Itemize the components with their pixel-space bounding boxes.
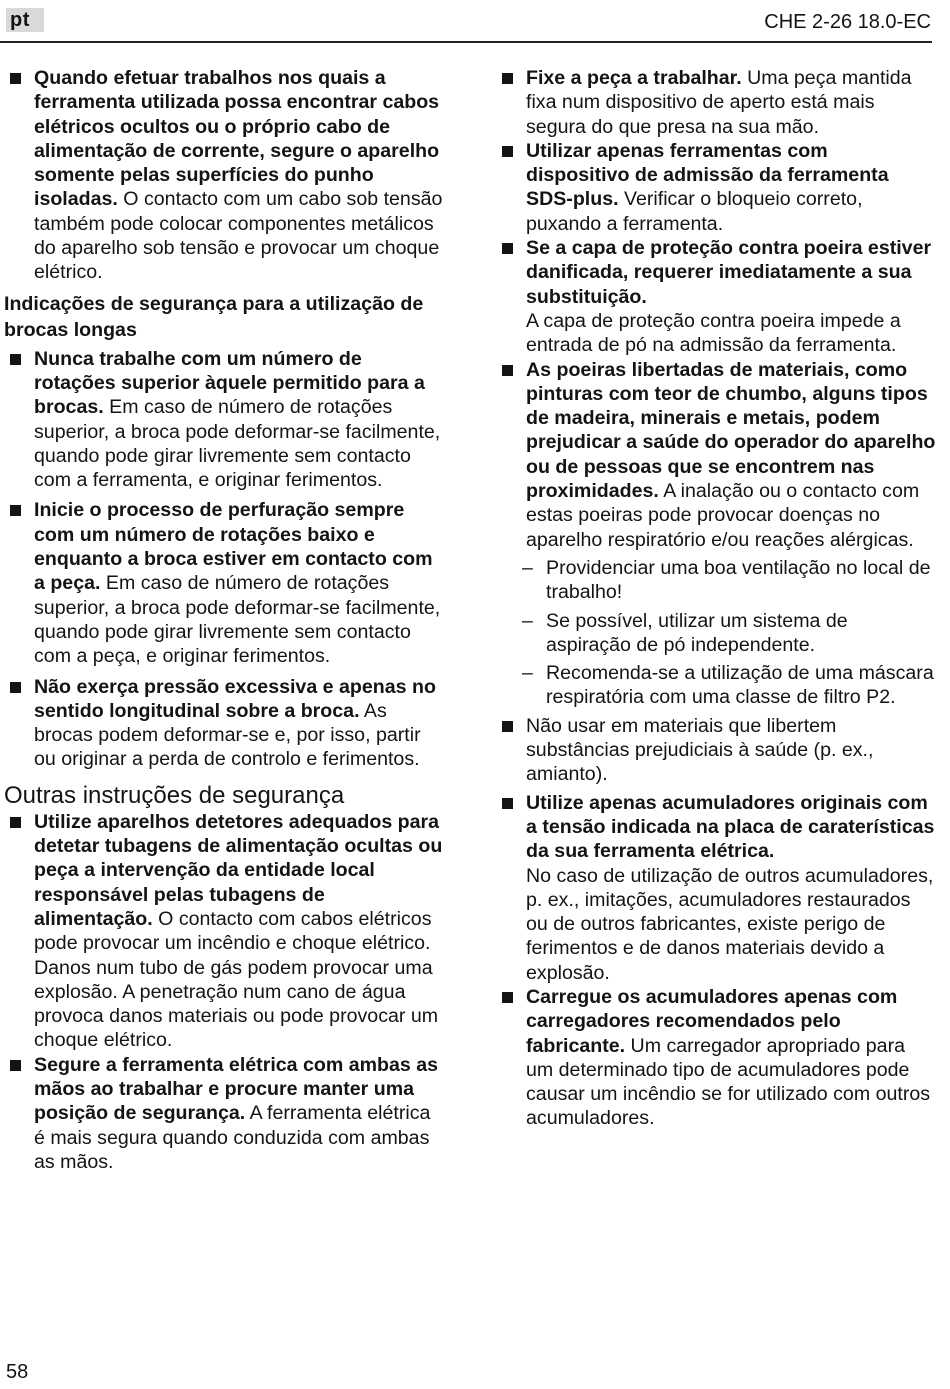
item-text: Uma peça mantida fixa num dispositivo de aperto está mais segura do que presa na sua mão. (526, 67, 912, 138)
square-bullet-icon (10, 505, 21, 516)
list-item (496, 139, 936, 236)
list-item (496, 66, 936, 139)
item-text: A ferramenta elétrica é mais segura quando conduzida com ambas as mãos. (34, 1102, 431, 1173)
list-item (496, 791, 936, 985)
item-text: A inalação ou o contacto com estas poeiras pode provocar doenças no aparelho respiratório e/ou reações alérgicas. (526, 480, 920, 551)
item-bold: Nunca trabalhe com um número de rotações superior àquele permitido para a brocas. (34, 347, 425, 419)
item-bold: Inicie o processo de perfuração sempre com um número de rotações baixo e enquanto a broca estiver em contacto com a peça. (34, 499, 433, 595)
square-bullet-icon (502, 798, 513, 809)
item-bold: Utilize aparelhos detetores adequados para detetar tubagens de alimentação ocultas ou peça a intervenção da entidade local responsável pelas tubagens de alimentação. (34, 810, 443, 930)
right-column (496, 66, 936, 1131)
square-bullet-icon (502, 73, 513, 84)
square-bullet-icon (10, 354, 21, 365)
header-rule (0, 41, 932, 43)
list-item (4, 347, 446, 493)
document-code: CHE 2-26 18.0-EC (764, 11, 931, 33)
square-bullet-icon (10, 817, 21, 828)
item-bold: Utilizar apenas ferramentas com dispositivo de admissão da ferramenta SDS-plus. (526, 139, 889, 211)
item-text: Em caso de número de rotações superior, a broca pode deformar-se facilmente, quando pode girar livremente sem contacto com a ferramenta, e originar ferimentos. (34, 396, 441, 492)
item-text: Verificar o bloqueio correto, puxando a ferramenta. (526, 188, 863, 235)
list-item (496, 236, 936, 357)
square-bullet-icon (502, 146, 513, 157)
item-text: Em caso de número de rotações superior, a broca pode deformar-se facilmente, quando pode girar livremente sem contacto com a peça, e originar ferimentos. (34, 572, 441, 668)
square-bullet-icon (10, 73, 21, 84)
list-item (4, 66, 446, 285)
item-bold: As poeiras libertadas de materiais, como pinturas com teor de chumbo, alguns tipos de madeira, minerais e metais, podem prejudicar a saúde do operador do aparelho ou de pessoas que se encontrem nas proximidades. (526, 358, 936, 503)
section-heading: Indicações de segurança para a utilização de brocas longas (4, 292, 424, 341)
dash-list-item (496, 556, 936, 605)
item-text: Um carregador apropriado para um determinado tipo de acumuladores pode causar um incêndio se for utilizado com outros acumuladores. (526, 1034, 931, 1130)
square-bullet-icon (10, 1060, 21, 1071)
square-bullet-icon (502, 365, 513, 376)
dash-mark: – (522, 556, 533, 579)
list-item (4, 498, 446, 668)
dash-text: Providenciar uma boa ventilação no local de trabalho! (546, 556, 931, 604)
dash-list-item (496, 609, 936, 658)
list-item (496, 358, 936, 552)
dash-mark: – (522, 662, 533, 685)
item-bold: Quando efetuar trabalhos nos quais a ferramenta utilizada possa encontrar cabos elétricos ocultos ou o próprio cabo de alimentação de corrente, segure o aparelho somente pelas superfícies do punho isoladas. (34, 67, 440, 211)
item-bold: Carregue os acumuladores apenas com carregadores recomendados pelo fabricante. (526, 985, 898, 1057)
dash-text: Se possível, utilizar um sistema de aspiração de pó independente. (546, 609, 848, 656)
item-text: No caso de utilização de outros acumuladores, p. ex., imitações, acumuladores restaurados ou de outros fabricantes, existe perigo de ferimentos e de danos materiais devido a explosão. (526, 864, 934, 984)
item-text: O contacto com um cabo sob tensão também pode colocar componentes metálicos do aparelho sob tensão e provocar um choque elétrico. (34, 188, 443, 284)
language-badge: pt (6, 8, 44, 32)
item-bold: Não exerça pressão excessiva e apenas no sentido longitudinal sobre a broca. (34, 675, 436, 722)
list-item (4, 810, 446, 1053)
item-bold: Utilize apenas acumuladores originais com a tensão indicada na placa de caraterísticas da sua ferramenta elétrica. (526, 791, 935, 863)
dash-text: Recomenda-se a utilização de uma máscara respiratória com uma classe de filtro P2. (546, 662, 934, 709)
list-item (4, 675, 446, 772)
dash-list-item (496, 661, 936, 710)
list-item (4, 1053, 446, 1174)
item-text: A capa de proteção contra poeira impede a entrada de pó na admissão da ferramenta. (526, 309, 901, 357)
list-item (496, 714, 936, 787)
square-bullet-icon (502, 721, 513, 732)
item-bold: Se a capa de proteção contra poeira estiver danificada, requerer imediatamente a sua substituição. (526, 237, 932, 308)
item-bold: Segure a ferramenta elétrica com ambas as mãos ao trabalhar e procure manter uma posição de segurança. (34, 1053, 439, 1125)
dash-mark: – (522, 609, 533, 632)
item-bold: Fixe a peça a trabalhar. (526, 67, 742, 89)
list-item (496, 985, 936, 1131)
square-bullet-icon (502, 992, 513, 1003)
item-text: O contacto com cabos elétricos pode provocar um incêndio e choque elétrico. Danos num tubo de gás podem provocar uma explosão. A penetração num cano de água provoca danos materiais ou pode provocar um choque elétrico. (34, 907, 439, 1052)
square-bullet-icon (10, 682, 21, 693)
left-column (4, 66, 446, 1174)
item-text: Não usar em materiais que libertem substâncias prejudiciais à saúde (p. ex., amianto). (526, 714, 874, 786)
item-text: As brocas podem deformar-se e, por isso, partir ou originar a perda de controlo e ferimentos. (34, 699, 421, 771)
page-number: 58 (6, 1361, 29, 1383)
section-title: Outras instruções de segurança (4, 781, 345, 809)
square-bullet-icon (502, 243, 513, 254)
